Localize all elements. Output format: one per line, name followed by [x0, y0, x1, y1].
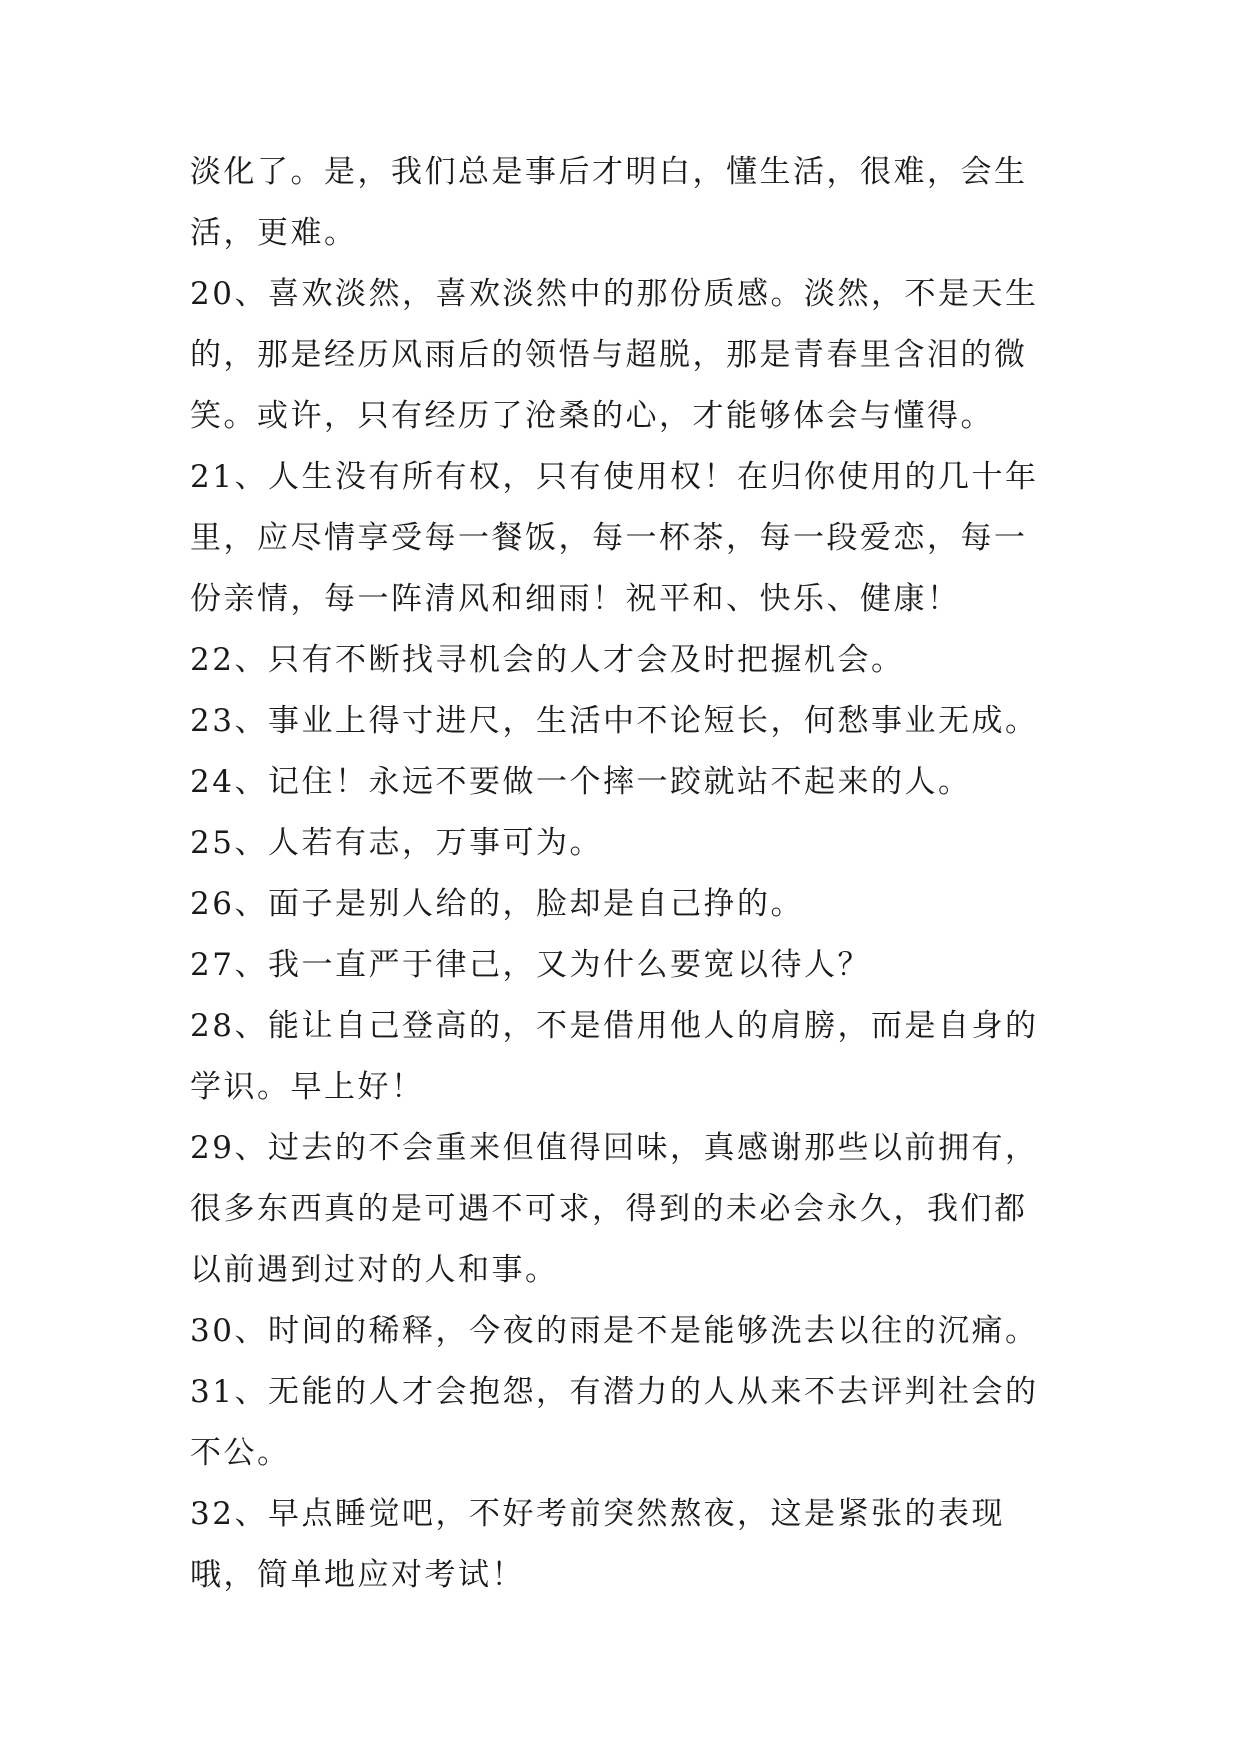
paragraph-item-26: 26、面子是别人给的，脸却是自己挣的。	[190, 886, 804, 922]
paragraph-item-22: 22、只有不断找寻机会的人才会及时把握机会。	[190, 642, 905, 678]
paragraph-item-28: 28、能让自己登高的，不是借用他人的肩膀，而是自身的学识。早上好！	[190, 1008, 1039, 1105]
paragraph-item-24: 24、记住！永远不要做一个摔一跤就站不起来的人。	[190, 764, 972, 800]
paragraph-item-31: 31、无能的人才会抱怨，有潜力的人从来不去评判社会的不公。	[190, 1374, 1039, 1471]
paragraph-item-20: 20、喜欢淡然，喜欢淡然中的那份质感。淡然，不是天生的，那是经历风雨后的领悟与超脱，那是青春里含泪的微笑。或许，只有经历了沧桑的心，才能够体会与懂得。	[190, 276, 1039, 434]
paragraph-item-32: 32、早点睡觉吧，不好考前突然熬夜，这是紧张的表现哦，简单地应对考试！	[190, 1496, 1005, 1593]
paragraph-item-27: 27、我一直严于律己，又为什么要宽以待人？	[190, 947, 871, 983]
paragraph-continuation: 淡化了。是，我们总是事后才明白，懂生活，很难，会生活，更难。	[190, 154, 1028, 251]
paragraph-item-21: 21、人生没有所有权，只有使用权！在归你使用的几十年里，应尽情享受每一餐饭，每一杯茶，每一段爱恋，每一份亲情，每一阵清风和细雨！祝平和、快乐、健康！	[190, 459, 1039, 617]
paragraph-item-30: 30、时间的稀释，今夜的雨是不是能够洗去以往的沉痛。	[190, 1313, 1039, 1349]
document-body	[190, 142, 1060, 1606]
paragraph-item-29: 29、过去的不会重来但值得回味，真感谢那些以前拥有，很多东西真的是可遇不可求，得到的未必会永久，我们都以前遇到过对的人和事。	[190, 1130, 1039, 1288]
paragraph-item-23: 23、事业上得寸进尺，生活中不论短长，何愁事业无成。	[190, 703, 1039, 739]
paragraph-item-25: 25、人若有志，万事可为。	[190, 825, 603, 861]
